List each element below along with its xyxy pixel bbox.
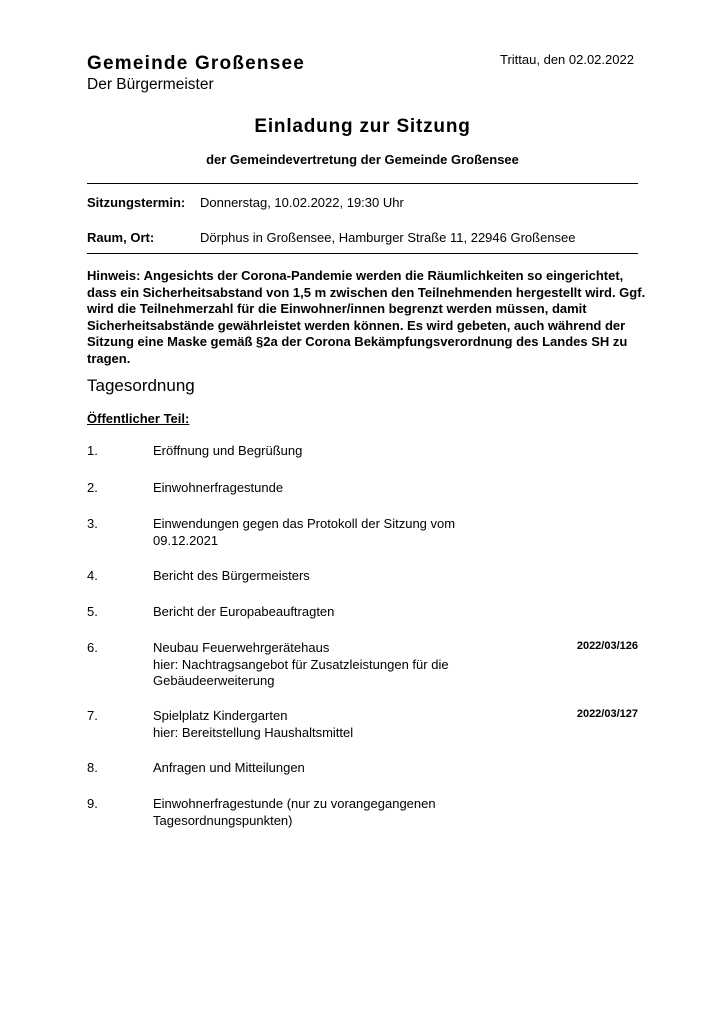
- agenda-item-number: 1.: [87, 443, 98, 458]
- agenda-item-line: 09.12.2021: [153, 532, 219, 548]
- document-title: Einladung zur Sitzung: [254, 116, 471, 137]
- document-subtitle: der Gemeindevertretung der Gemeinde Großensee: [206, 152, 519, 167]
- agenda-item-line: Anfragen und Mitteilungen: [153, 760, 305, 775]
- agenda-item-text: [153, 796, 513, 829]
- agenda-item-line: Bericht des Bürgermeisters: [153, 568, 310, 583]
- agenda-item-number: 4.: [87, 568, 98, 583]
- agenda-item-text: [153, 760, 513, 777]
- agenda-item-number: 8.: [87, 760, 98, 775]
- divider-bottom: [87, 253, 638, 254]
- agenda-item-number: 3.: [87, 516, 98, 531]
- agenda-item-line: Neubau Feuerwehrgerätehaus: [153, 640, 330, 655]
- agenda-item-number: 7.: [87, 708, 98, 723]
- agenda-item-text: [153, 568, 513, 585]
- public-part-label: Öffentlicher Teil:: [87, 411, 190, 426]
- agenda-item-reference: 2022/03/127: [576, 708, 638, 720]
- meeting-date-label: Sitzungstermin:: [87, 195, 186, 210]
- organization-name: Gemeinde Großensee: [87, 53, 306, 74]
- agenda-item-reference: 2022/03/126: [576, 640, 638, 652]
- agenda-item-line: Bericht der Europabeauftragten: [153, 604, 335, 619]
- agenda-item-line: Eröffnung und Begrüßung: [153, 443, 303, 458]
- agenda-item-line: Einwohnerfragestunde (nur zu vorangegangenen: [153, 796, 436, 811]
- agenda-item-text: [153, 604, 513, 621]
- place-date: Trittau, den 02.02.2022: [500, 52, 634, 67]
- meeting-date-value: Donnerstag, 10.02.2022, 19:30 Uhr: [200, 195, 404, 210]
- meeting-place-value: Dörphus in Großensee, Hamburger Straße 11, 22946 Großensee: [200, 230, 576, 245]
- corona-notice: Hinweis: Angesichts der Corona-Pandemie werden die Räumlichkeiten so eingerichtet, dass ein Sicherheitsabstand von 1,5 m zwischen den Teilnehmenden hergestellt wird. Ggf. wird die Teilnehmerzahl für die Einwohner/innen begrenzt werden müssen, damit Sicherheitsabstände gewährleistet werden können. Es wird gebeten, auch während der Sitzung eine Maske gemäß §2a der Corona Bekämpfungsverordnung des Landes SH zu tragen.: [87, 268, 646, 366]
- agenda-item-text: [153, 516, 513, 549]
- agenda-item-text: [153, 640, 513, 690]
- divider-top: [87, 183, 638, 184]
- agenda-item-line: Einwendungen gegen das Protokoll der Sitzung vom: [153, 516, 456, 531]
- agenda-item-text: [153, 480, 513, 497]
- agenda-item-number: 6.: [87, 640, 98, 655]
- agenda-heading: Tagesordnung: [87, 376, 195, 395]
- agenda-item-number: 9.: [87, 796, 98, 811]
- meeting-place-label: Raum, Ort:: [87, 230, 155, 245]
- office-name: Der Bürgermeister: [87, 76, 214, 93]
- agenda-item-text: [153, 443, 513, 460]
- agenda-item-line: Spielplatz Kindergarten: [153, 708, 288, 723]
- agenda-item-line: hier: Nachtragsangebot für Zusatzleistungen für die: [153, 656, 449, 672]
- agenda-item-number: 5.: [87, 604, 98, 619]
- agenda-item-line: Gebäudeerweiterung: [153, 673, 275, 688]
- agenda-item-line: Einwohnerfragestunde: [153, 480, 284, 495]
- agenda-item-number: 2.: [87, 480, 98, 495]
- agenda-item-line: Tagesordnungspunkten): [153, 812, 293, 828]
- agenda-item-text: [153, 708, 513, 741]
- agenda-item-line: hier: Bereitstellung Haushaltsmittel: [153, 724, 354, 740]
